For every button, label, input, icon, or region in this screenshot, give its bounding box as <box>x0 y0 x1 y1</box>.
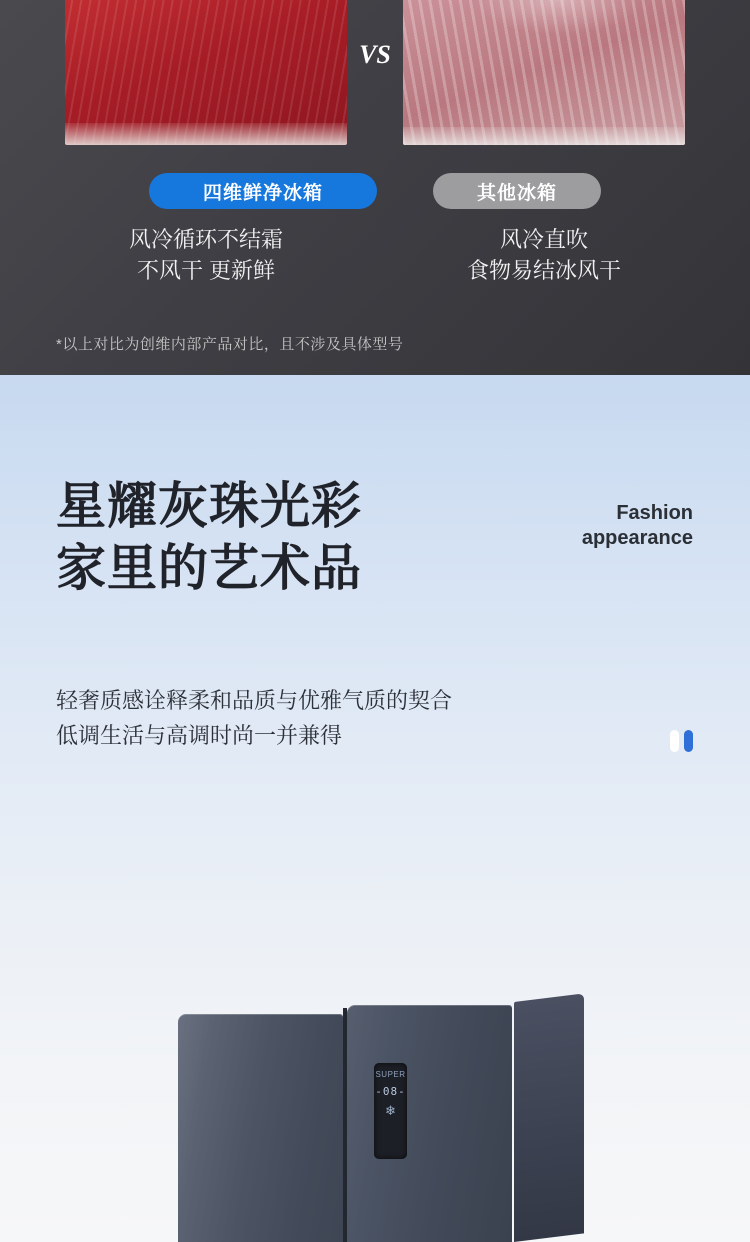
subcopy-line1: 轻奢质感诠释柔和品质与优雅气质的契合 <box>56 688 453 713</box>
left-photo-wrap <box>65 0 347 145</box>
fridge-door-gap <box>343 1008 347 1242</box>
snowflake-icon: ❄ <box>385 1103 396 1118</box>
eyebrow-line2: appearance <box>581 527 693 549</box>
fridge-door-right <box>347 1005 512 1242</box>
headline-line2: 家里的艺术品 <box>56 540 362 596</box>
page-title <box>56 475 362 599</box>
caption-own-product <box>65 224 347 286</box>
caption-own-line2: 不风干 更新鲜 <box>136 258 276 283</box>
fridge-door-left <box>178 1014 343 1242</box>
comparison-badges <box>0 173 750 209</box>
fridge-control-panel <box>374 1063 407 1159</box>
right-photo-wrap <box>403 0 685 145</box>
refrigerator-image <box>178 1002 584 1242</box>
caption-other-line1: 风冷直吹 <box>499 227 588 252</box>
badge-own-product: 四维鲜净冰箱 <box>149 173 377 209</box>
swatch-dot-light[interactable] <box>670 730 679 752</box>
headline-line1: 星耀灰珠光彩 <box>56 478 362 534</box>
comparison-footnote: *以上对比为创维内部产品对比，且不涉及具体型号 <box>56 336 404 353</box>
color-swatch-indicator[interactable] <box>670 730 693 752</box>
fridge-side-panel <box>514 993 584 1242</box>
caption-own-line1: 风冷循环不结霜 <box>128 227 283 252</box>
comparison-images <box>0 0 750 145</box>
eyebrow-line1: Fashion <box>616 502 693 524</box>
caption-other-product <box>403 224 685 286</box>
panel-mode-label: SUPER <box>375 1070 406 1079</box>
comparison-captions <box>0 224 750 286</box>
appearance-eyebrow <box>582 501 693 551</box>
badge-other-product: 其他冰箱 <box>433 173 601 209</box>
frosted-meat-image <box>403 0 685 145</box>
appearance-section <box>0 375 750 1242</box>
swatch-dot-blue[interactable] <box>684 730 693 752</box>
appearance-subcopy <box>56 683 452 753</box>
caption-other-line2: 食物易结冰风干 <box>466 258 621 283</box>
comparison-section <box>0 0 750 375</box>
panel-temperature: -08- <box>375 1085 406 1098</box>
fresh-meat-image <box>65 0 347 145</box>
subcopy-line2: 低调生活与高调时尚一并兼得 <box>56 723 343 748</box>
vs-label: VS <box>359 40 391 69</box>
